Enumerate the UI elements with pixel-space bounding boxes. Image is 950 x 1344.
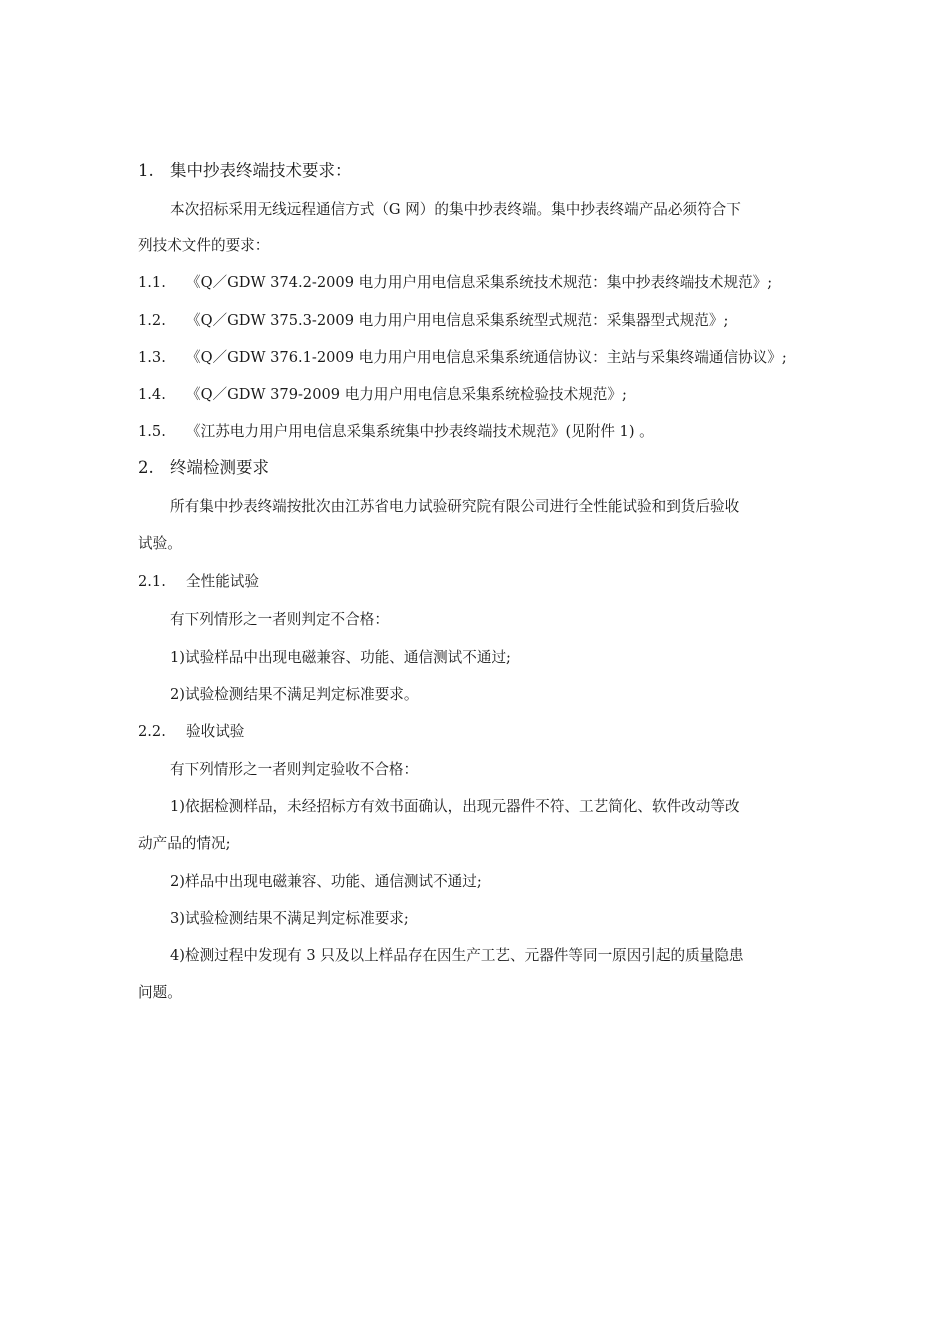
section2-title: 终端检测要求: [170, 458, 269, 477]
subsection-2-2-heading: [138, 721, 828, 743]
spec-item-number: 1.2.: [138, 312, 166, 329]
spec-item-1-3: [138, 347, 828, 369]
section1-heading: [138, 160, 828, 182]
spec-item-1-5: [138, 421, 828, 443]
subsection-2-1-heading: [138, 571, 828, 593]
spec-item-number: 1.1.: [138, 274, 166, 291]
section2-intro-line1: 所有集中抄表终端按批次由江苏省电力试验研究院有限公司进行全性能试验和到货后验收: [170, 498, 740, 515]
spec-item-number: 1.5.: [138, 423, 166, 440]
section2-intro-line2: 试验。: [138, 535, 182, 552]
section1-intro-line1: 本次招标采用无线远程通信方式（G 网）的集中抄表终端。集中抄表终端产品必须符合下: [170, 201, 741, 218]
subsection-2-2-item-4-line2: 问题。: [138, 984, 182, 1001]
subsection-2-1-item-2: 2)试验检测结果不满足判定标准要求。: [170, 686, 419, 703]
subsection-title: 全性能试验: [186, 573, 259, 590]
subsection-2-2-item-1-line1: 1)依据检测样品，未经招标方有效书面确认，出现元器件不符、工艺简化、软件改动等改: [170, 798, 740, 815]
spec-item-text: 《Q／GDW 375.3-2009 电力用户用电信息采集系统型式规范：采集器型式规范》;: [186, 312, 729, 329]
subsection-2-1-item-1: 1)试验样品中出现电磁兼容、功能、通信测试不通过;: [170, 649, 511, 666]
subsection-number: 2.2.: [138, 723, 166, 740]
spec-item-1-2: [138, 310, 828, 332]
subsection-title: 验收试验: [186, 723, 245, 740]
spec-item-number: 1.3.: [138, 349, 166, 366]
subsection-number: 2.1.: [138, 573, 166, 590]
section2-heading: [138, 457, 828, 479]
section1-title: 集中抄表终端技术要求：: [170, 161, 352, 180]
spec-item-text: 《Q／GDW 376.1-2009 电力用户用电信息采集系统通信协议：主站与采集终端通信协议》;: [186, 349, 787, 366]
subsection-2-2-item-2: 2)样品中出现电磁兼容、功能、通信测试不通过;: [170, 873, 482, 890]
spec-item-text: 《Q／GDW 379-2009 电力用户用电信息采集系统检验技术规范》;: [186, 386, 627, 403]
section1-intro-line2: 列技术文件的要求：: [138, 237, 270, 254]
subsection-2-2-item-3: 3)试验检测结果不满足判定标准要求;: [170, 910, 409, 927]
section1-number: 1.: [138, 161, 154, 180]
spec-item-number: 1.4.: [138, 386, 166, 403]
spec-item-1-4: [138, 384, 828, 406]
spec-item-text: 《Q／GDW 374.2-2009 电力用户用电信息采集系统技术规范：集中抄表终端技术规范》;: [186, 274, 773, 291]
subsection-2-1-lead: 有下列情形之一者则判定不合格：: [170, 611, 389, 628]
subsection-2-2-item-4-line1: 4)检测过程中发现有 3 只及以上样品存在因生产工艺、元器件等同一原因引起的质量隐患: [170, 947, 744, 964]
section2-number: 2.: [138, 458, 154, 477]
spec-item-text: 《江苏电力用户用电信息采集系统集中抄表终端技术规范》(见附件 1) 。: [186, 423, 654, 440]
spec-item-1-1: [138, 272, 828, 294]
subsection-2-2-lead: 有下列情形之一者则判定验收不合格：: [170, 761, 419, 778]
subsection-2-2-item-1-line2: 动产品的情况;: [138, 835, 231, 852]
